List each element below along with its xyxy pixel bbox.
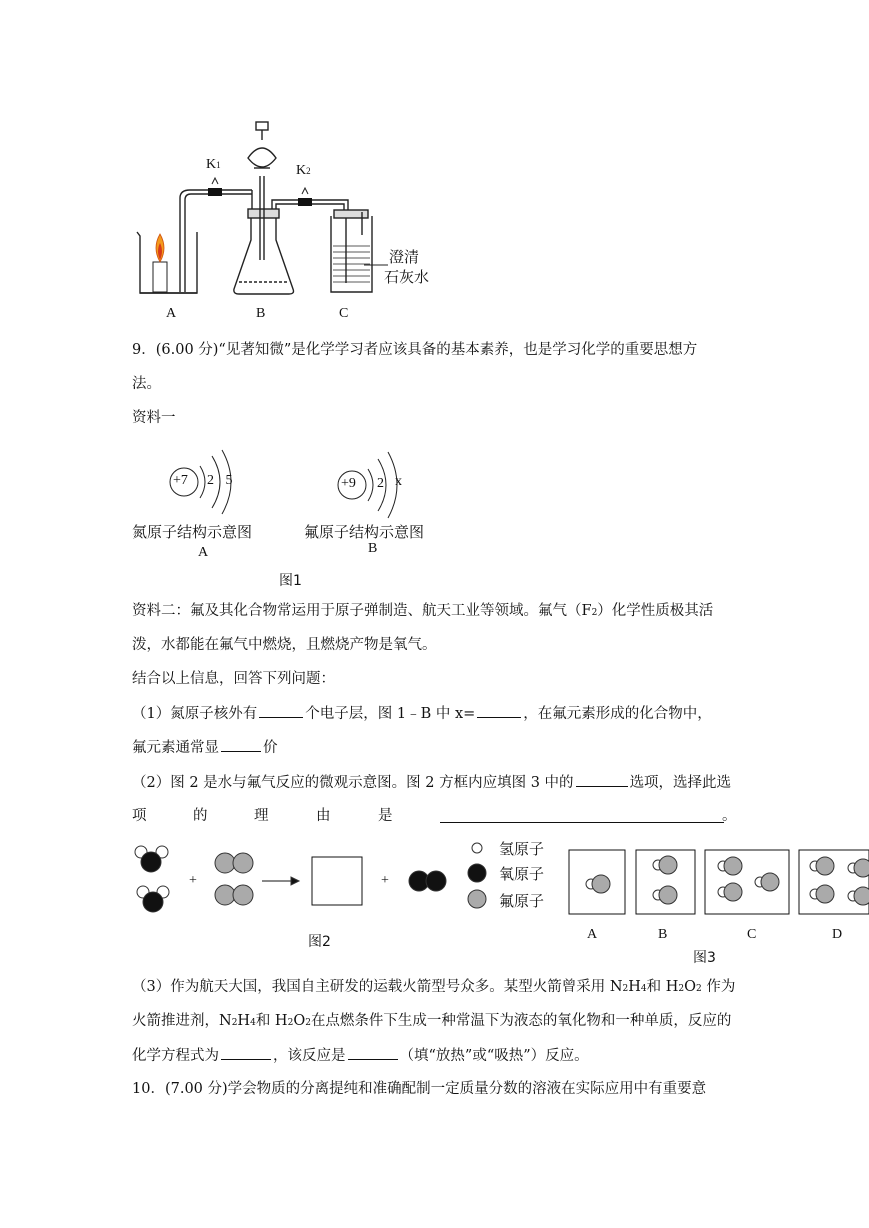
q9-part3-line1: （3）作为航天大国，我国自主研发的运载火箭型号众多。某型火箭曾采用 N2H4和 H2O2 作为 — [132, 979, 736, 995]
material-two-line1: 资料二：氟及其化合物常运用于原子弹制造、航天工业等领域。氟气（F2）化学性质极其活 — [132, 603, 714, 619]
q9-part2-line1: （2）图 2 是水与氟气反应的微观示意图。图 2 方框内应填图 3 中的 选项，选择此选 — [132, 772, 731, 793]
k1-label: K1 — [206, 157, 221, 172]
q9-part1-line1: （1）氮原子核外有 个电子层，图 1﹣B 中 x= ，在氟元素形成的化合物中， — [132, 703, 712, 724]
material-two-line2: 泼，水都能在氟气中燃烧，且燃烧产物是氧气。 — [132, 637, 437, 653]
material-one-heading: 资料一 — [132, 410, 176, 426]
fluorine-x: x — [395, 474, 402, 489]
figure-1-drawing — [0, 440, 869, 560]
fluorine-letter: B — [368, 541, 378, 556]
nitrogen-letter: A — [198, 545, 209, 560]
q9-part3-line2: 火箭推进剂，N2H4和 H2O2在点燃条件下生成一种常温下为液态的氧化物和一种单质，反应的 — [132, 1013, 732, 1029]
limewater-label-2: 石灰水 — [384, 268, 430, 286]
legend-hydrogen: 氢原子 — [499, 840, 545, 858]
nitrogen-shells: 2 5 — [207, 473, 237, 488]
answer-blank-x[interactable] — [477, 703, 521, 718]
figure-1-label: 图1 — [279, 573, 302, 589]
fluorine-caption: 氟原子结构示意图 — [304, 523, 425, 541]
reason-word-5: 是 — [378, 808, 393, 824]
fluorine-nucleus: +9 — [341, 476, 356, 491]
legend-fluorine: 氟原子 — [499, 892, 545, 910]
apparatus-label-c: C — [339, 306, 349, 321]
reason-word-2: 的 — [193, 808, 208, 824]
answer-blank-heat[interactable] — [348, 1045, 398, 1060]
fluorine-shells: 2 — [377, 476, 384, 491]
k2-label: K2 — [296, 163, 311, 178]
figure-2-label: 图2 — [308, 934, 331, 950]
legend-oxygen: 氧原子 — [499, 865, 545, 883]
apparatus-label-b: B — [256, 306, 266, 321]
q9-stem-line1: 9．(6.00 分)“见著知微”是化学学习者应该具备的基本素养，也是学习化学的重要思想方 — [132, 342, 698, 358]
q9-part1-line2: 氟元素通常显 价 — [132, 737, 278, 758]
answer-blank-layers[interactable] — [259, 703, 303, 718]
reason-word-3: 理 — [254, 808, 269, 824]
answer-blank-valence[interactable] — [221, 737, 261, 752]
answer-blank-equation[interactable] — [221, 1045, 271, 1060]
reason-word-1: 项 — [132, 808, 147, 824]
fig2-plus-2: + — [381, 873, 389, 888]
limewater-label-1: 澄清 — [389, 248, 420, 266]
q10-stem-line1: 10．(7.00 分)学会物质的分离提纯和准确配制一定质量分数的溶液在实际应用中有重要意 — [132, 1081, 707, 1097]
reason-end-punct: 。 — [722, 808, 737, 824]
fig3-option-c: C — [747, 927, 757, 942]
figure-3-label: 图3 — [693, 950, 716, 966]
figure-2-3-drawing — [0, 840, 869, 930]
answer-blank-option[interactable] — [576, 772, 628, 787]
apparatus-drawing — [0, 0, 869, 330]
nitrogen-nucleus: +7 — [173, 473, 188, 488]
fig3-option-a: A — [587, 927, 598, 942]
answer-blank-reason[interactable] — [440, 808, 724, 823]
nitrogen-caption: 氮原子结构示意图 — [132, 523, 253, 541]
q9-intro: 结合以上信息，回答下列问题： — [132, 671, 335, 687]
fig3-option-d: D — [832, 927, 843, 942]
q9-part3-line3: 化学方程式为 ，该反应是 （填“放热”或“吸热”）反应。 — [132, 1045, 589, 1066]
fig2-plus-1: + — [189, 873, 197, 888]
q9-stem-line2: 法。 — [132, 376, 161, 392]
apparatus-label-a: A — [166, 306, 177, 321]
fig3-option-b: B — [658, 927, 668, 942]
reason-word-4: 由 — [316, 808, 331, 824]
